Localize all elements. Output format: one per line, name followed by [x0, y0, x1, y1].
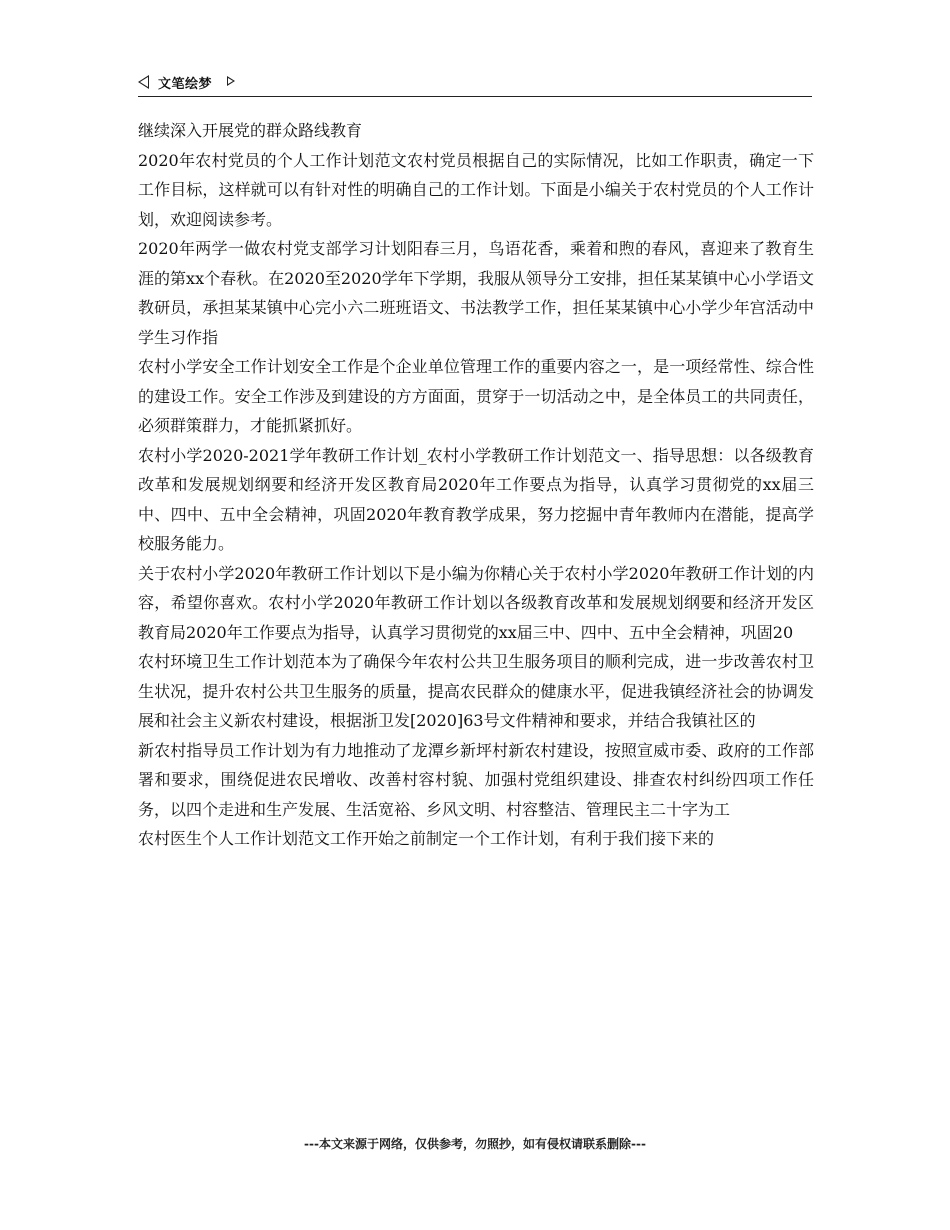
paragraph: 农村医生个人工作计划范文工作开始之前制定一个工作计划，有利于我们接下来的 — [138, 829, 715, 848]
paragraph: 2020年两学一做农村党支部学习计划阳春三月，鸟语花香，乘着和煦的春风，喜迎来了教育生涯的第xx个春秋。在2020至2020学年下学期，我服从领导分工安排，担任某某镇中心小学语文教研员，承担某某镇中心完小六二班班语文、书法教学工作，担任某某镇中心小学少年宫活动中学生习作指 — [138, 239, 814, 347]
page-header — [138, 70, 812, 97]
paragraph: 2020年农村党员的个人工作计划范文农村党员根据自己的实际情况，比如工作职责，确定一下工作目标，这样就可以有针对性的明确自己的工作计划。下面是小编关于农村党员的个人工作计划，欢迎阅读参考。 — [138, 150, 814, 229]
triangle-right-icon — [227, 76, 235, 86]
footer-notice: ---本文来源于网络，仅供参考，勿照抄，如有侵权请联系删除--- — [304, 1137, 646, 1151]
paragraph: 农村小学安全工作计划安全工作是个企业单位管理工作的重要内容之一，是一项经常性、综合性的建设工作。安全工作涉及到建设的方方面面，贯穿于一切活动之中，是全体员工的共同责任，必须群策群力，才能抓紧抓好。 — [138, 357, 814, 435]
triangle-left-icon — [138, 75, 149, 89]
paragraph-heading: 继续深入开展党的群众路线教育 — [138, 121, 363, 140]
paragraph: 关于农村小学2020年教研工作计划以下是小编为你精心关于农村小学2020年教研工作计划的内容，希望你喜欢。农村小学2020年教研工作计划以各级教育改革和发展规划纲要和经济开发区教育局2020年工作要点为指导，认真学习贯彻党的xx届三中、四中、五中全会精神，巩固20 — [138, 563, 814, 642]
paragraph: 农村小学2020-2021学年教研工作计划_农村小学教研工作计划范文一、指导思想：以各级教育改革和发展规划纲要和经济开发区教育局2020年工作要点为指导，认真学习贯彻党的xx届三中、四中、五中全会精神，巩固2020年教育教学成果，努力挖掘中青年教师内在潜能，提高学校服务能力。 — [138, 445, 814, 553]
document-body — [138, 116, 814, 854]
paragraph: 农村环境卫生工作计划范本为了确保今年农村公共卫生服务项目的顺利完成，进一步改善农村卫生状况，提升农村公共卫生服务的质量，提高农民群众的健康水平，促进我镇经济社会的协调发展和社会主义新农村建设，根据浙卫发[2020]63号文件精神和要求，并结合我镇社区的 — [138, 652, 814, 730]
brand-title: 文笔绘梦 — [158, 77, 213, 92]
paragraph: 新农村指导员工作计划为有力地推动了龙潭乡新坪村新农村建设，按照宣威市委、政府的工作部署和要求，围绕促进农民增收、改善村容村貌、加强村党组织建设、排查农村纠纷四项工作任务，以四个走进和生产发展、生活宽裕、乡风文明、村容整洁、管理民主二十字为工 — [138, 740, 814, 819]
